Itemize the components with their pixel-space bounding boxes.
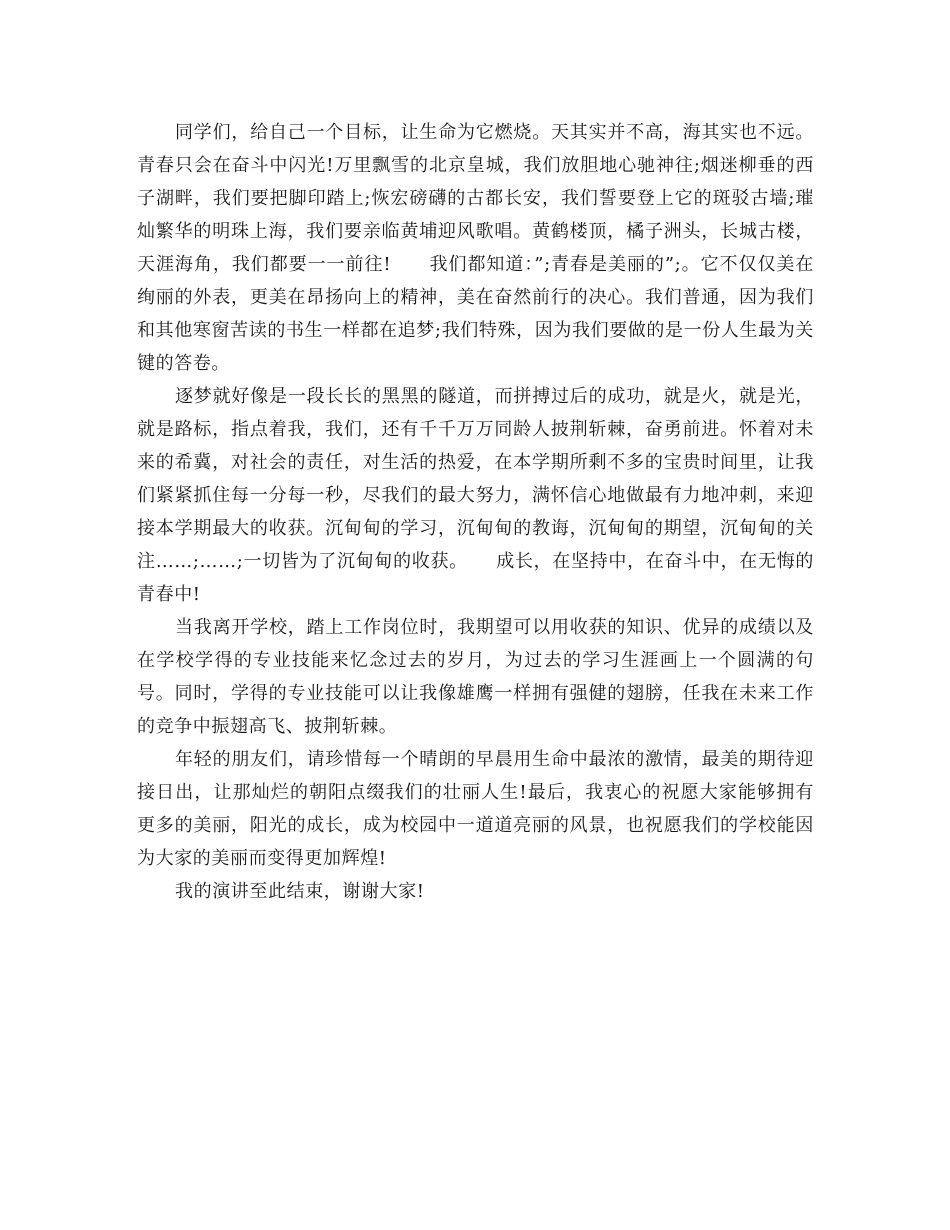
paragraph-wishes: 年轻的朋友们，请珍惜每一个晴朗的早晨用生命中最浓的激情，最美的期待迎接日出，让那灿烂的朝阳点缀我们的壮丽人生!最后，我衷心的祝愿大家能够拥有更多的美丽，阳光的成长，成为校园中一道道亮丽的风景，也祝愿我们的学校能因为大家的美丽而变得更加辉煌! [137,749,814,869]
speech-body [137,116,814,908]
paragraph-goal: 同学们，给自己一个目标，让生命为它燃烧。天其实并不高，海其实也不远。青春只会在奋斗中闪光!万里飘雪的北京皇城，我们放胆地心驰神往;烟迷柳垂的西子湖畔，我们要把脚印踏上;恢宏磅礴的古都长安，我们誓要登上它的斑驳古墙;璀灿繁华的明珠上海，我们要亲临黄埔迎风歌唱。黄鹤楼顶，橘子洲头，长城古楼，天涯海角，我们都要一一前往! 我们都知道：”;青春是美丽的”;。它不仅仅美在绚丽的外表，更美在昂扬向上的精神，美在奋然前行的决心。我们普通，因为我们和其他寒窗苦读的书生一样都在追梦;我们特殊，因为我们要做的是一份人生最为关键的答卷。 [137,122,814,374]
paragraph-dream: 逐梦就好像是一段长长的黑黑的隧道，而拼搏过后的成功，就是火，就是光，就是路标，指点着我，我们，还有千千万万同龄人披荆斩棘，奋勇前进。怀着对未来的希冀，对社会的责任，对生活的热爱，在本学期所剩不多的宝贵时间里，让我们紧紧抓住每一分每一秒，尽我们的最大努力，满怀信心地做最有力地冲刺，来迎接本学期最大的收获。沉甸甸的学习，沉甸甸的教诲，沉甸甸的期望，沉甸甸的关注……;……;一切皆为了沉甸甸的收获。 成长，在坚持中，在奋斗中，在无悔的青春中! [137,386,814,605]
paragraph-career: 当我离开学校，踏上工作岗位时，我期望可以用收获的知识、优异的成绩以及在学校学得的专业技能来忆念过去的岁月，为过去的学习生涯画上一个圆满的句号。同时，学得的专业技能可以让我像雄鹰一样拥有强健的翅膀，任我在未来工作的竞争中振翅高飞、披荆斩棘。 [137,617,814,737]
paragraph-closing: 我的演讲至此结束，谢谢大家! [175,881,425,902]
